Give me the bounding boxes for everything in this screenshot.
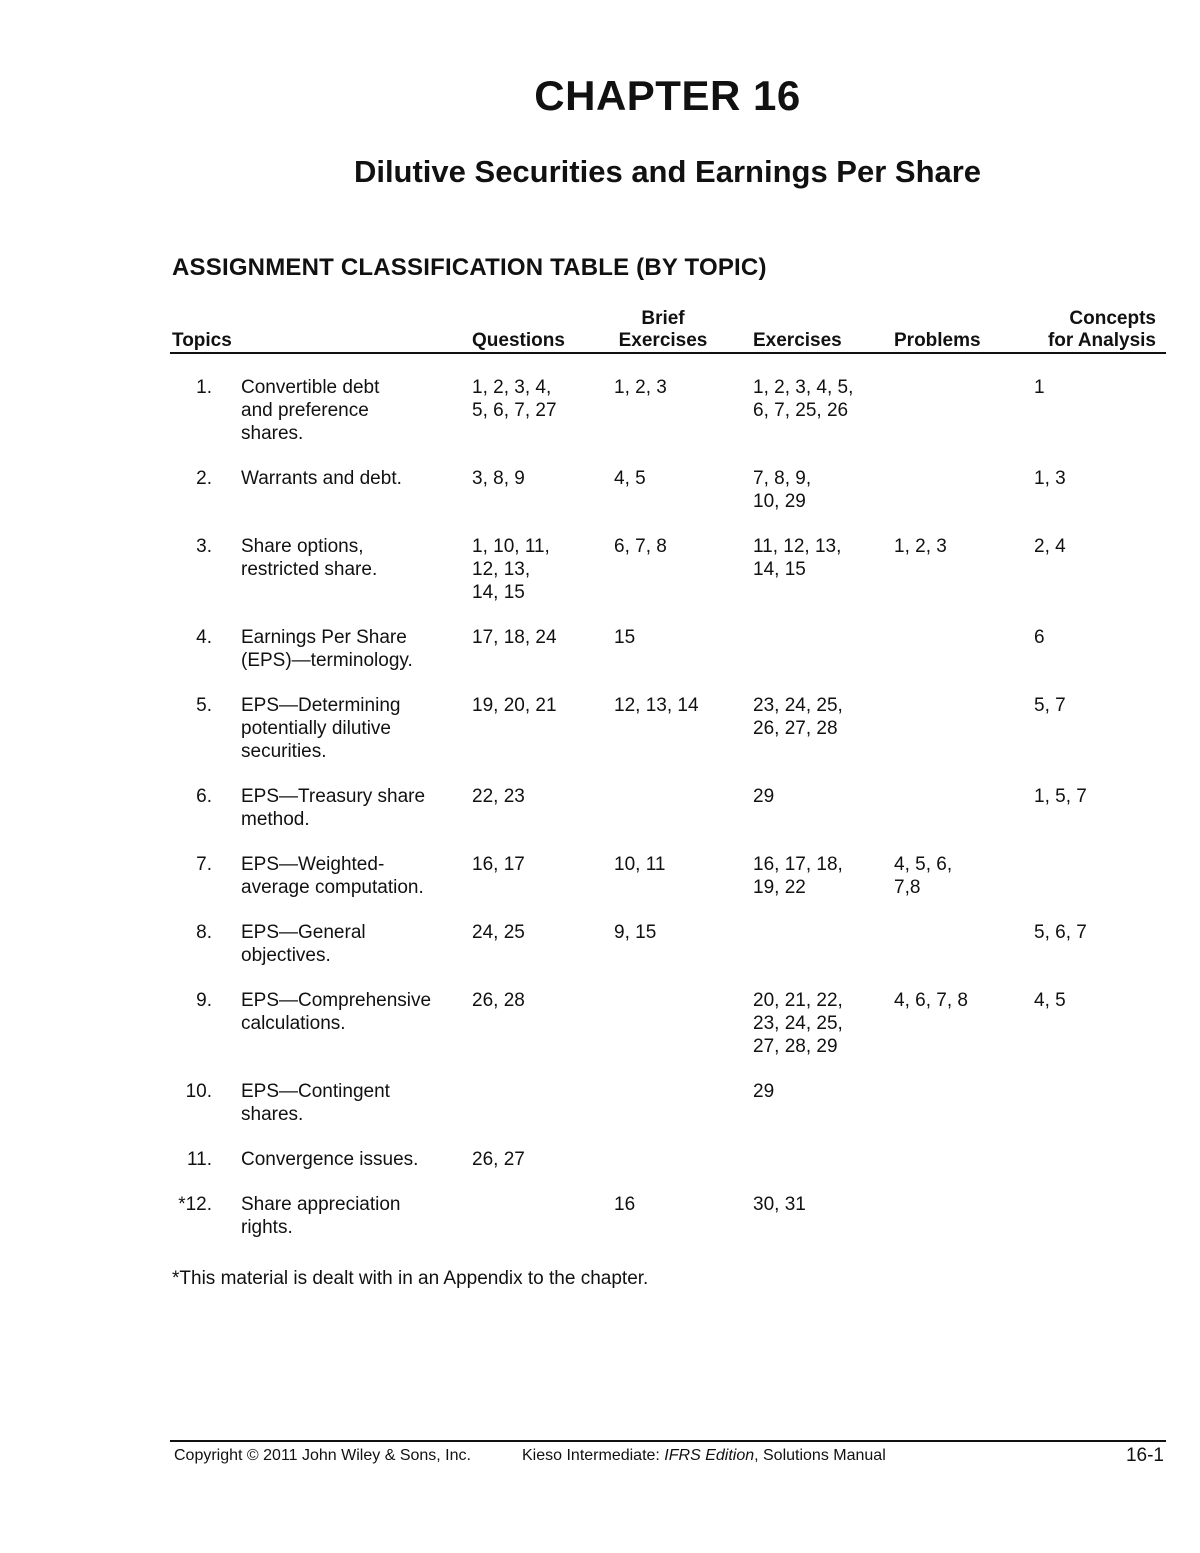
- row-topic: EPS—Weighted- average computation.: [241, 854, 424, 898]
- row-exercises: 30, 31: [753, 1194, 806, 1215]
- row-exercises: 20, 21, 22, 23, 24, 25, 27, 28, 29: [753, 990, 843, 1057]
- row-concepts: 5, 6, 7: [1034, 922, 1087, 943]
- row-topic: EPS—Determining potentially dilutive securities.: [241, 695, 401, 762]
- row-number: 10.: [185, 1081, 212, 1102]
- row-concepts: 4, 5: [1034, 990, 1066, 1011]
- table-row: [0, 626, 1200, 694]
- row-questions: 26, 28: [472, 990, 525, 1011]
- row-concepts: 6: [1034, 627, 1045, 648]
- row-number: 1.: [196, 377, 212, 398]
- row-questions: 16, 17: [472, 854, 525, 875]
- table-row: [0, 989, 1200, 1080]
- table-row: [0, 694, 1200, 785]
- footer-page-number: 16-1: [1125, 1445, 1164, 1466]
- row-number: 11.: [186, 1149, 212, 1170]
- table-body: [0, 376, 1200, 1261]
- row-brief-exercises: 9, 15: [614, 922, 657, 943]
- table-row: [0, 1148, 1200, 1193]
- table-row: [0, 535, 1200, 626]
- col-header-questions: Questions: [472, 330, 565, 351]
- row-questions: 24, 25: [472, 922, 525, 943]
- row-exercises: 7, 8, 9, 10, 29: [753, 468, 812, 512]
- row-number: 8.: [196, 922, 212, 943]
- row-problems: 4, 5, 6, 7,8: [894, 854, 953, 898]
- row-concepts: 1: [1034, 377, 1045, 398]
- row-brief-exercises: 4, 5: [614, 468, 646, 489]
- row-concepts: 5, 7: [1034, 695, 1066, 716]
- footer-book-suffix: , Solutions Manual: [754, 1447, 886, 1464]
- header-divider: [170, 352, 1166, 354]
- row-topic: Convertible debt and preference shares.: [241, 377, 380, 444]
- row-questions: 26, 27: [472, 1149, 525, 1170]
- footer-book-title: [522, 1447, 886, 1465]
- row-number: 7.: [196, 854, 212, 875]
- row-brief-exercises: 16: [614, 1194, 636, 1215]
- row-topic: Warrants and debt.: [241, 468, 402, 489]
- row-brief-exercises: 1, 2, 3: [614, 377, 667, 398]
- table-row: [0, 785, 1200, 853]
- row-exercises: 29: [753, 786, 775, 807]
- footer-copyright: Copyright © 2011 John Wiley & Sons, Inc.: [174, 1447, 471, 1464]
- row-number: 6.: [196, 786, 212, 807]
- row-topic: EPS—Comprehensive calculations.: [241, 990, 432, 1034]
- col-header-problems: Problems: [894, 330, 981, 351]
- row-questions: 1, 10, 11, 12, 13, 14, 15: [472, 536, 550, 603]
- col-header-exercises: Exercises: [753, 330, 842, 351]
- row-questions: 22, 23: [472, 786, 525, 807]
- table-row: [0, 853, 1200, 921]
- row-exercises: 23, 24, 25, 26, 27, 28: [753, 695, 843, 739]
- row-topic: EPS—Treasury share method.: [241, 786, 426, 830]
- row-brief-exercises: 6, 7, 8: [614, 536, 667, 557]
- row-topic: EPS—Contingent shares.: [241, 1081, 390, 1125]
- col-header-concepts-line2: for Analysis: [1047, 330, 1156, 351]
- col-header-topics: Topics: [172, 330, 232, 351]
- col-header-concepts-line1: Concepts: [1069, 308, 1156, 329]
- row-exercises: 1, 2, 3, 4, 5, 6, 7, 25, 26: [753, 377, 854, 421]
- row-number: 3.: [196, 536, 212, 557]
- row-questions: 1, 2, 3, 4, 5, 6, 7, 27: [472, 377, 557, 421]
- row-questions: 3, 8, 9: [472, 468, 525, 489]
- row-number: 4.: [196, 627, 212, 648]
- footer-book-italic: IFRS Edition: [664, 1447, 755, 1464]
- row-concepts: 2, 4: [1034, 536, 1066, 557]
- row-number: 5.: [196, 695, 212, 716]
- col-header-brief-line1: Brief: [641, 308, 685, 329]
- row-topic: Share options, restricted share.: [241, 536, 378, 580]
- col-header-brief-line2: Exercises: [618, 330, 708, 351]
- col-header-brief-exercises: [614, 308, 712, 352]
- row-problems: 4, 6, 7, 8: [894, 990, 968, 1011]
- chapter-subtitle: Dilutive Securities and Earnings Per Share: [353, 154, 982, 189]
- chapter-title: CHAPTER 16: [534, 72, 801, 119]
- row-exercises: 11, 12, 13, 14, 15: [753, 536, 842, 580]
- section-heading: ASSIGNMENT CLASSIFICATION TABLE (BY TOPIC): [172, 254, 767, 281]
- row-concepts: 1, 3: [1034, 468, 1066, 489]
- row-topic: Convergence issues.: [241, 1149, 419, 1170]
- table-row: [0, 921, 1200, 989]
- table-row: [0, 1193, 1200, 1261]
- col-header-concepts: [1034, 308, 1156, 352]
- table-row: [0, 1080, 1200, 1148]
- row-topic: Earnings Per Share (EPS)—terminology.: [241, 627, 413, 671]
- row-brief-exercises: 10, 11: [614, 854, 666, 875]
- footer-divider: [170, 1440, 1166, 1442]
- row-questions: 19, 20, 21: [472, 695, 557, 716]
- table-row: [0, 376, 1200, 467]
- table-row: [0, 467, 1200, 535]
- row-number: 2.: [196, 468, 212, 489]
- row-brief-exercises: 15: [614, 627, 636, 648]
- row-brief-exercises: 12, 13, 14: [614, 695, 699, 716]
- footnote: *This material is dealt with in an Appendix to the chapter.: [172, 1268, 649, 1289]
- row-topic: Share appreciation rights.: [241, 1194, 401, 1238]
- row-problems: 1, 2, 3: [894, 536, 947, 557]
- row-number: 9.: [196, 990, 212, 1011]
- row-exercises: 29: [753, 1081, 775, 1102]
- footer-book-prefix: Kieso Intermediate:: [522, 1447, 665, 1464]
- row-topic: EPS—General objectives.: [241, 922, 366, 966]
- row-questions: 17, 18, 24: [472, 627, 557, 648]
- row-concepts: 1, 5, 7: [1034, 786, 1087, 807]
- row-number: *12.: [178, 1194, 212, 1215]
- row-exercises: 16, 17, 18, 19, 22: [753, 854, 843, 898]
